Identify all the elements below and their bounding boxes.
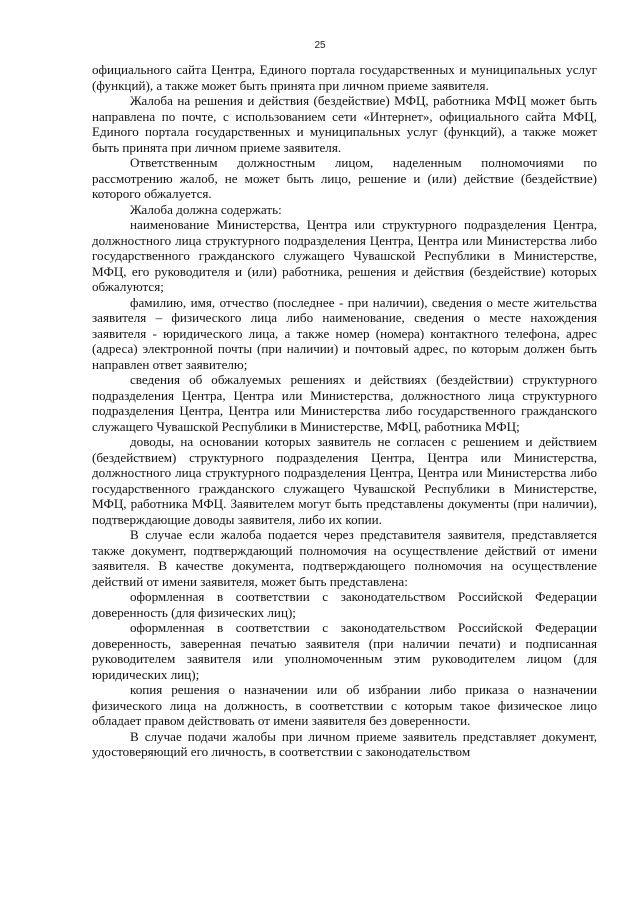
paragraph-responsible-official: Ответственным должностным лицом, наделенным полномочиями по рассмотрению жалоб, не может быть лицо, решение и (или) действие (бездействие) которого обжалуется. [92,155,597,201]
paragraph-mfc-complaint: Жалоба на решения и действия (бездействие) МФЦ, работника МФЦ может быть направлена по почте, с использованием сети «Интернет», официального сайта МФЦ, Единого портала государственных и муниципальных услуг (функций), а также может быть принята при личном приеме заявителя. [92,93,597,155]
paragraph-item-appealed-decisions: сведения об обжалуемых решениях и действиях (бездействии) структурного подразделения Центра, Центра или Министерства, должностного лица структурного подразделения Центра, Центра или Министерства либо государственного гражданского служащего Чувашской Республики в Министерстве, МФЦ, работника МФЦ; [92,372,597,434]
paragraph-representative: В случае если жалоба подается через представителя заявителя, представляется также документ, подтверждающий полномочия на осуществление действий от имени заявителя. В качестве документа, подтверждающего полномочия на осуществление действий от имени заявителя, может быть представлена: [92,527,597,589]
paragraph-power-of-attorney-legal-entities: оформленная в соответствии с законодательством Российской Федерации доверенность, заверенная печатью заявителя (при наличии печати) и подписанная руководителем заявителя или уполномоченным этим руководителем лицом (для юридических лиц); [92,620,597,682]
paragraph-complaint-contents-intro: Жалоба должна содержать: [130,201,282,217]
paragraph-item-arguments: доводы, на основании которых заявитель не согласен с решением и действием (бездействием) структурного подразделения Центра, Центра или Министерства, должностного лица структурного подразделения Центра, Центра или Министерства либо государственного гражданского служащего Чувашской Республики в Министерстве, МФЦ, работника МФЦ. Заявителем могут быть представлены документы (при наличии), подтверждающие доводы заявителя, либо их копии. [92,434,597,527]
paragraph-item-applicant-info: фамилию, имя, отчество (последнее - при наличии), сведения о месте жительства заявителя – физического лица либо наименование, сведения о месте нахождения заявителя - юридического лица, а также номер (номера) контактного телефона, адрес (адреса) электронной почты (при наличии) и почтовый адрес, по которым должен быть направлен ответ заявителю; [92,294,597,372]
paragraph-appointment-decision: копия решения о назначении или об избрании либо приказа о назначении физического лица на должность, в соответствии с которым такое физическое лицо обладает правом действовать от имени заявителя без доверенности. [92,682,597,728]
paragraph-item-name: наименование Министерства, Центра или структурного подразделения Центра, должностного лица структурного подразделения Центра, Центра или Министерства либо государственного гражданского служащего Чувашской Республики в Министерстве, МФЦ, его руководителя и (или) работника, решения и действия (бездействие) которых обжалуются; [92,217,597,294]
page-number: 25 [314,40,326,51]
document-body [92,62,597,760]
paragraph-continuation: официального сайта Центра, Единого портала государственных и муниципальных услуг (функций), а также может быть принята при личном приеме заявителя. [92,62,597,93]
paragraph-power-of-attorney-individuals: оформленная в соответствии с законодательством Российской Федерации доверенность (для физических лиц); [92,589,597,620]
paragraph-personal-reception: В случае подачи жалобы при личном приеме заявитель представляет документ, удостоверяющий его личность, в соответствии с законодательством [92,728,597,759]
